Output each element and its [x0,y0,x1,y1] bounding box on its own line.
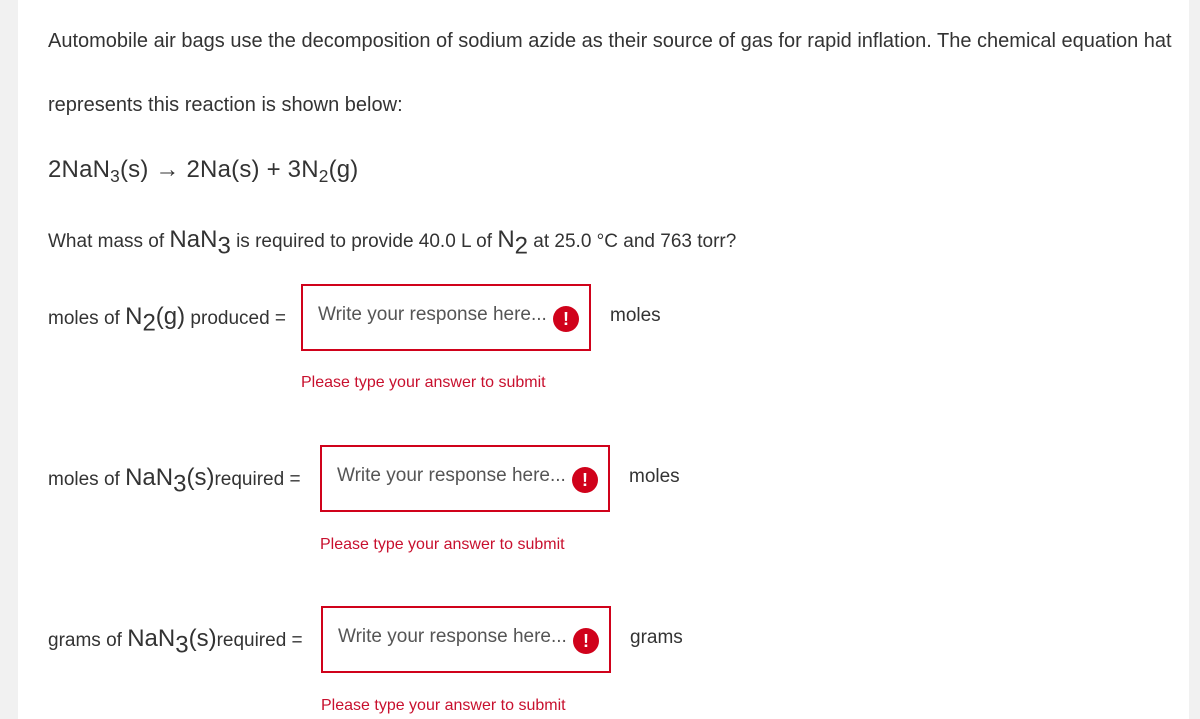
prompt-subscript: 2 [514,232,529,260]
row-label-grams-nan3 [48,625,303,659]
question-prompt [48,226,737,260]
row-label-moles-n2 [48,303,287,337]
prompt-text: is required to provide 40.0 L of [230,231,498,252]
moles-n2-input[interactable] [301,284,591,351]
label-text: required = [214,469,301,490]
label-phase: (s) [186,464,215,491]
input-placeholder: Write your response here... [338,626,567,647]
intro-text-line1: Automobile air bags use the decomposition of sodium azide as their source of gas for rapid inflation. The chemical equation hat [48,30,1172,52]
prompt-subscript: 3 [217,232,231,260]
unit-label: grams [630,627,683,648]
unit-label: moles [610,305,661,326]
alert-icon: ! [553,306,579,332]
alert-icon: ! [572,467,598,493]
error-message: Please type your answer to submit [301,374,546,391]
label-text: moles of [48,308,126,329]
label-subscript: 3 [175,631,189,659]
alert-icon: ! [573,628,599,654]
prompt-chem: N [497,226,515,253]
label-subscript: 3 [173,470,187,498]
input-placeholder: Write your response here... [318,304,547,325]
moles-nan3-input[interactable] [320,445,610,512]
input-placeholder: Write your response here... [337,465,566,486]
error-message: Please type your answer to submit [321,697,566,714]
label-phase: (g) [155,303,186,330]
prompt-text: at 25.0 °C and 763 torr? [528,231,737,252]
prompt-chem: NaN [169,226,218,253]
label-chem: NaN [125,464,174,491]
label-phase: (s) [188,625,217,652]
grams-nan3-input[interactable] [321,606,611,673]
label-text: produced = [185,308,287,329]
label-text: moles of [48,469,126,490]
equation-subscript: 2 [318,165,329,186]
equation-middle: (s) → 2Na(s) + 3N [119,156,319,183]
error-message: Please type your answer to submit [320,536,565,553]
chemical-equation [48,156,359,184]
row-label-moles-nan3 [48,464,301,498]
equation-end: (g) [328,156,359,183]
label-text: required = [216,630,303,651]
label-chem: NaN [127,625,176,652]
label-chem: N [125,303,143,330]
intro-text-line2: represents this reaction is shown below: [48,94,403,116]
unit-label: moles [629,466,680,487]
question-card [18,0,1189,719]
equation-subscript: 3 [110,165,120,186]
label-subscript: 2 [142,309,156,337]
prompt-text: What mass of [48,231,170,252]
label-text: grams of [48,630,128,651]
equation-reactant: 2NaN [48,156,111,183]
